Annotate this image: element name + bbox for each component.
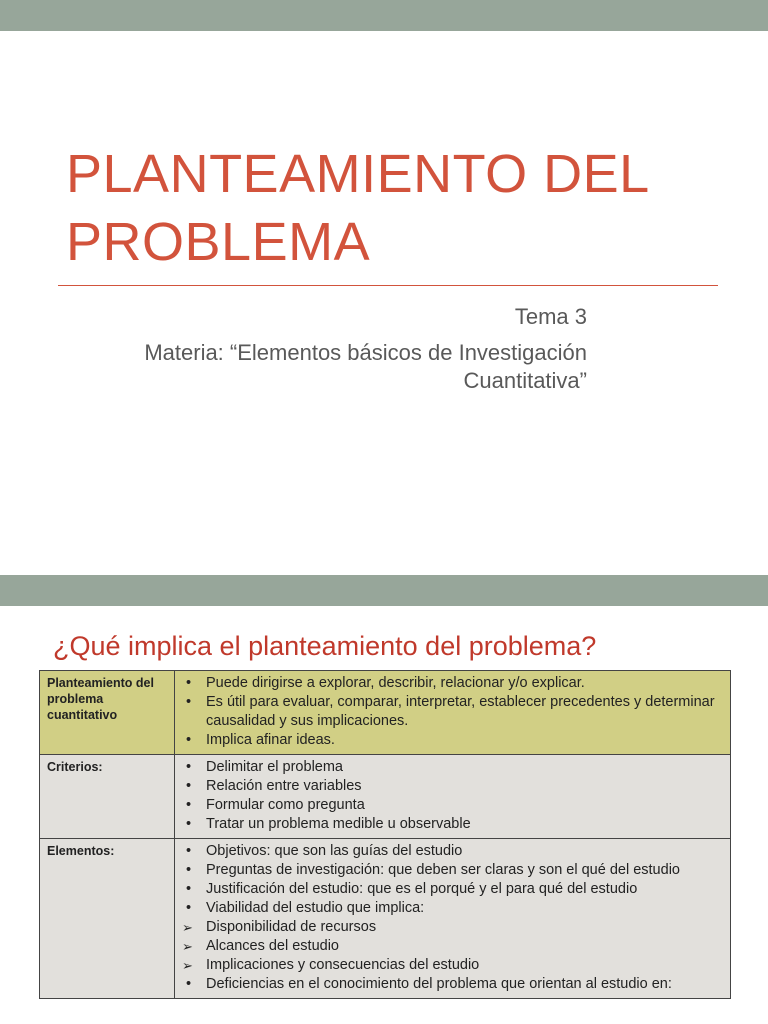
list-item: • Viabilidad del estudio que implica: <box>182 899 723 918</box>
list-item: • Es útil para evaluar, comparar, interpretar, establecer precedentes y determinar causalidad y sus implicaciones. <box>182 693 723 731</box>
list-item: • Implica afinar ideas. <box>182 731 723 750</box>
list-item: • Deficiencias en el conocimiento del problema que orientan al estudio en: <box>182 975 723 994</box>
row-label: Criterios: <box>40 755 175 839</box>
top-accent-band <box>0 0 768 31</box>
table-row <box>40 755 731 839</box>
list-item: • Puede dirigirse a explorar, describir, relacionar y/o explicar. <box>182 674 723 693</box>
slide-title <box>66 140 726 276</box>
table-row <box>40 839 731 999</box>
list-item: ➢ Disponibilidad de recursos <box>182 918 723 937</box>
list-item: • Relación entre variables <box>182 777 723 796</box>
list-item: • Formular como pregunta <box>182 796 723 815</box>
row-content <box>175 671 731 755</box>
list-item: • Tratar un problema medible u observable <box>182 815 723 834</box>
slide-title-line2: PROBLEMA <box>66 212 371 272</box>
list-item: • Preguntas de investigación: que deben ser claras y son el qué del estudio <box>182 861 723 880</box>
row-label: Planteamiento del problema cuantitativo <box>40 671 175 755</box>
row-item-list <box>182 842 723 994</box>
subtitle-topic: Tema 3 <box>514 304 587 329</box>
subtitle-subject-line1: Materia: “Elementos básicos de Investigación <box>144 340 587 365</box>
table-row <box>40 671 731 755</box>
row-item-list <box>182 758 723 834</box>
slide-heading: ¿Qué implica el planteamiento del problema? <box>53 631 597 661</box>
row-label: Elementos: <box>40 839 175 999</box>
title-divider <box>58 285 718 286</box>
list-item: • Justificación del estudio: que es el porqué y el para qué del estudio <box>182 880 723 899</box>
slide-title-line1: PLANTEAMIENTO DEL <box>66 144 650 204</box>
row-item-list <box>182 674 723 750</box>
row-content <box>175 755 731 839</box>
section-accent-band <box>0 575 768 606</box>
list-item: • Objetivos: que son las guías del estudio <box>182 842 723 861</box>
list-item: ➢ Alcances del estudio <box>182 937 723 956</box>
subtitle-subject-line2: Cuantitativa” <box>463 368 587 393</box>
list-item: • Delimitar el problema <box>182 758 723 777</box>
row-content <box>175 839 731 999</box>
criteria-table <box>39 670 731 999</box>
list-item: ➢ Implicaciones y consecuencias del estudio <box>182 956 723 975</box>
